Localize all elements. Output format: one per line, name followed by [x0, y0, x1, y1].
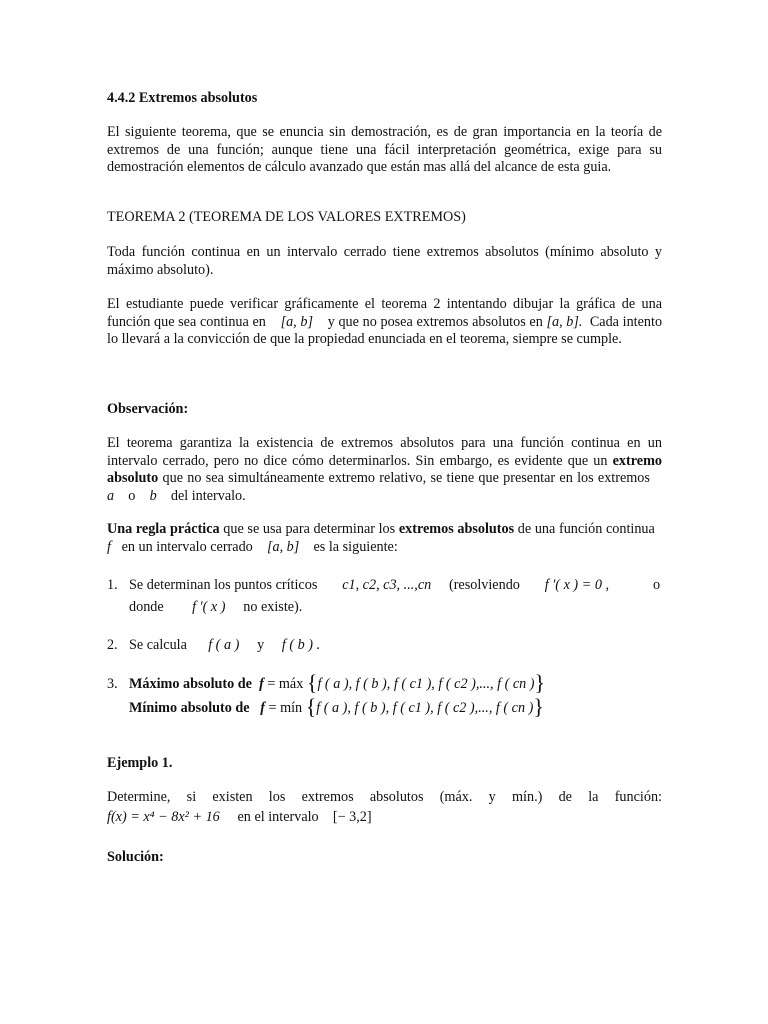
endpoint-b: b — [149, 487, 157, 504]
derivative-equation: f ′( x ) = 0 , — [544, 577, 610, 593]
step-3 — [107, 670, 662, 724]
rule-text-4: es la siguiente: — [313, 538, 398, 555]
rule-text-1: que se usa para determinar los — [223, 521, 396, 537]
step-1-line-1 — [129, 577, 609, 595]
example-line-2 — [107, 809, 372, 827]
verify-text-1: El estudiante puede verificar gráficamente el teorema 2 intentando dibujar la gráfica de una función que sea continua en — [107, 296, 662, 330]
step-2-and: y — [257, 637, 265, 653]
observation-paragraph — [107, 435, 662, 505]
step-1-or: o — [653, 577, 661, 593]
rule-text-2: de una función continua — [517, 521, 655, 537]
rule-bold-1: Una regla práctica — [107, 521, 220, 537]
function-f: f — [107, 538, 111, 555]
critical-points: c1, c2, c3, ...,cn — [342, 577, 432, 593]
min-f: f — [260, 700, 265, 716]
rule-paragraph — [107, 521, 662, 556]
step-1 — [107, 577, 662, 617]
example-function: f(x) = x⁴ − 8x² + 16 — [107, 809, 220, 825]
max-set: f ( a ), f ( b ), f ( c1 ), f ( c2 ),..., f ( cn ) — [317, 676, 535, 692]
right-brace-icon: } — [534, 670, 546, 695]
verify-text-2: y que no posea extremos absolutos en — [327, 313, 543, 330]
derivative-expression: f ′( x ) — [192, 599, 226, 615]
example-text: Determine, si existen los extremos absolutos (máx. y mín.) de la función: — [107, 789, 662, 805]
solution-title: Solución: — [107, 849, 164, 865]
left-brace-icon: { — [305, 694, 317, 719]
max-f: f — [259, 676, 264, 692]
step-2 — [107, 637, 662, 657]
example-paragraph — [107, 789, 662, 834]
step-1-line-2 — [129, 599, 302, 617]
min-operator: = mín — [268, 700, 303, 716]
section-title: 4.4.2 Extremos absolutos — [107, 90, 258, 106]
min-set: f ( a ), f ( b ), f ( c1 ), f ( c2 ),..., f ( cn ) — [316, 700, 534, 716]
example-text-2: en el intervalo — [237, 809, 319, 825]
step-number: 1. — [107, 577, 118, 593]
right-brace-icon: } — [533, 694, 544, 719]
f-of-b: f ( b ) . — [281, 637, 321, 653]
step-number: 3. — [107, 676, 118, 692]
left-brace-icon: { — [306, 670, 318, 695]
theorem-statement: Toda función continua en un intervalo cerrado tiene extremos absolutos (mínimo absoluto y máximo absoluto). — [107, 244, 662, 278]
observation-text-2: que no sea simultáneamente extremo relativo, se tiene que presentar en los extremos — [162, 470, 650, 486]
example-title: Ejemplo 1. — [107, 755, 173, 771]
theorem-title: TEOREMA 2 (TEOREMA DE LOS VALORES EXTREMOS) — [107, 209, 466, 225]
step-1-text-1: Se determinan los puntos críticos — [129, 577, 318, 593]
interval-ab: [a, b] — [280, 313, 314, 330]
max-absolute-line — [129, 670, 546, 695]
verify-paragraph — [107, 296, 662, 349]
observation-title: Observación: — [107, 401, 189, 417]
rule-bold-2: extremos absolutos — [398, 521, 515, 537]
observation-bold: extremo absoluto — [107, 452, 662, 486]
observation-text-1: El teorema garantiza la existencia de extremos absolutos para una función continua en un intervalo cerrado, pero no dice cómo determinarlos. Sin embargo, es evidente que un — [107, 435, 662, 469]
example-interval: [− 3,2] — [332, 809, 372, 825]
step-number: 2. — [107, 637, 118, 653]
max-label: Máximo absoluto de — [129, 676, 252, 692]
f-of-a: f ( a ) — [208, 637, 240, 653]
observation-or: o — [128, 487, 136, 504]
observation-text-3: del intervalo. — [170, 487, 246, 504]
min-label: Mínimo absoluto de — [129, 700, 250, 716]
interval-ab-2: [a, b]. — [546, 313, 583, 330]
max-operator: = máx — [267, 676, 304, 692]
min-absolute-line — [129, 694, 544, 719]
rule-text-3: en un intervalo cerrado — [121, 538, 253, 555]
step-2-line — [129, 637, 320, 655]
intro-paragraph: El siguiente teorema, que se enuncia sin demostración, es de gran importancia en la teoría de extremos de una función; aunque tiene una fácil interpretación geométrica, exige para su demostración elementos de cálculo avanzado que están mas allá del alcance de esta guia. — [107, 124, 662, 175]
step-1-text-2: (resolviendo — [448, 577, 520, 593]
endpoint-a: a — [107, 487, 115, 504]
rule-interval: [a, b] — [266, 538, 300, 555]
step-1-text-4: donde — [129, 599, 164, 615]
verify-text-3: Cada intento lo llevará a la convicción de que la propiedad enunciada en el teorema, siempre se cumple. — [107, 313, 663, 347]
step-2-text: Se calcula — [129, 637, 187, 653]
step-1-text-5: no existe). — [243, 599, 303, 615]
